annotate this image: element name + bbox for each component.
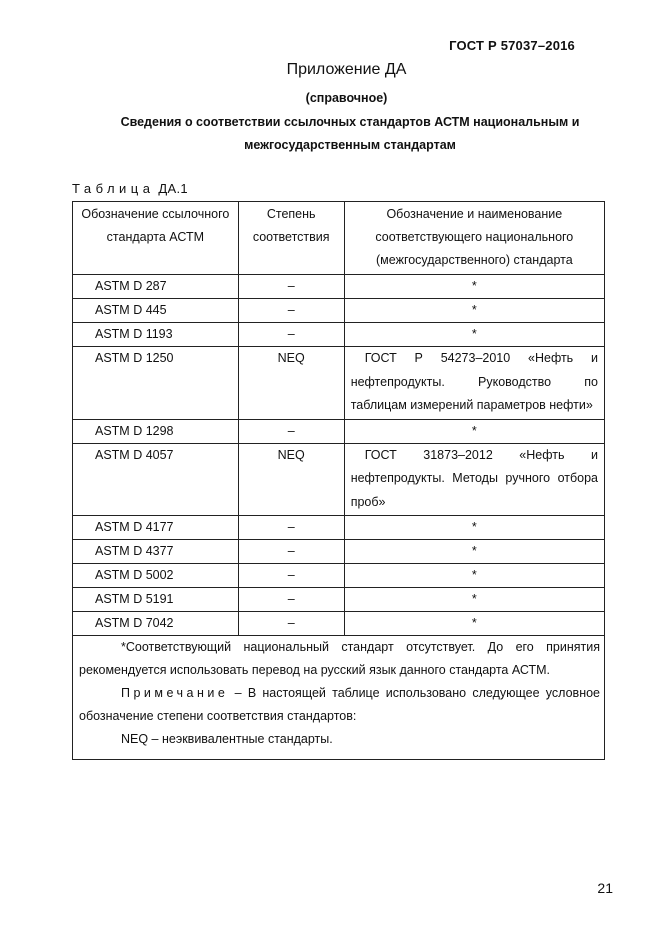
row-code: ASTM D 5002 bbox=[73, 564, 239, 588]
row-code: ASTM D 1298 bbox=[73, 419, 239, 443]
table-caption-prefix: Таблица bbox=[72, 181, 155, 196]
heading-line-2: межгосударственным стандартам bbox=[244, 138, 456, 152]
row-standard: * bbox=[344, 588, 604, 612]
row-code: ASTM D 445 bbox=[73, 299, 239, 323]
table-row bbox=[73, 588, 605, 612]
row-degree: – bbox=[238, 564, 344, 588]
row-code: ASTM D 1193 bbox=[73, 323, 239, 347]
row-standard: * bbox=[344, 612, 604, 636]
table-row bbox=[73, 347, 605, 420]
row-standard: * bbox=[344, 419, 604, 443]
table-notes bbox=[73, 636, 605, 760]
row-code: ASTM D 4377 bbox=[73, 540, 239, 564]
header-astm-designation: Обозначение ссылочного стандарта АСТМ bbox=[73, 202, 239, 275]
row-degree: NEQ bbox=[238, 347, 344, 420]
document-code: ГОСТ Р 57037–2016 bbox=[449, 38, 575, 53]
row-standard-text: ГОСТ Р 54273–2010 «Нефть и нефтепродукты. Руководство по таблицам измерений параметров нефти» bbox=[350, 351, 598, 412]
note-text: – В настоящей таблице использовано следующее условное обозначение степени соответствия стандартов: bbox=[79, 686, 600, 723]
table-row bbox=[73, 516, 605, 540]
row-degree: – bbox=[238, 323, 344, 347]
row-standard: * bbox=[344, 275, 604, 299]
row-standard: * bbox=[344, 323, 604, 347]
appendix-title: Приложение ДА bbox=[286, 61, 407, 78]
row-degree: NEQ bbox=[238, 443, 344, 516]
header-national-standard: Обозначение и наименование соответствующего национального (межгосударственного) стандарта bbox=[344, 202, 604, 275]
table-footnote: *Соответствующий национальный стандарт отсутствует. До его принятия рекомендуется использовать перевод на русский язык данного стандарта АСТМ. bbox=[79, 640, 600, 677]
table-row bbox=[73, 564, 605, 588]
heading-line-1: Сведения о соответствии ссылочных стандартов АСТМ национальным и bbox=[120, 115, 580, 129]
row-standard: * bbox=[344, 540, 604, 564]
row-code: ASTM D 287 bbox=[73, 275, 239, 299]
row-code: ASTM D 4057 bbox=[73, 443, 239, 516]
table-note bbox=[79, 682, 600, 728]
table-row bbox=[73, 443, 605, 516]
neq-definition: NEQ – неэквивалентные стандарты. bbox=[121, 732, 333, 746]
row-degree: – bbox=[238, 419, 344, 443]
row-standard bbox=[344, 443, 604, 516]
row-standard: * bbox=[344, 516, 604, 540]
page-number: 21 bbox=[597, 880, 613, 896]
row-degree: – bbox=[238, 275, 344, 299]
row-standard bbox=[344, 347, 604, 420]
table-row bbox=[73, 419, 605, 443]
row-code: ASTM D 1250 bbox=[73, 347, 239, 420]
table-row bbox=[73, 540, 605, 564]
table-row bbox=[73, 275, 605, 299]
table-caption bbox=[72, 181, 188, 196]
table-row bbox=[73, 612, 605, 636]
appendix-heading bbox=[60, 111, 640, 157]
row-code: ASTM D 4177 bbox=[73, 516, 239, 540]
header-degree: Степень соответствия bbox=[238, 202, 344, 275]
table-notes-row bbox=[73, 636, 605, 760]
row-code: ASTM D 7042 bbox=[73, 612, 239, 636]
row-degree: – bbox=[238, 612, 344, 636]
row-standard-text: ГОСТ 31873–2012 «Нефть и нефтепродукты. Методы ручного отбора проб» bbox=[350, 447, 598, 509]
row-standard: * bbox=[344, 299, 604, 323]
table-row bbox=[73, 299, 605, 323]
appendix-reference: (справочное) bbox=[305, 91, 388, 105]
row-degree: – bbox=[238, 516, 344, 540]
row-standard: * bbox=[344, 564, 604, 588]
row-degree: – bbox=[238, 588, 344, 612]
note-label: Примечание bbox=[121, 686, 229, 700]
row-degree: – bbox=[238, 299, 344, 323]
table-row bbox=[73, 323, 605, 347]
standards-table bbox=[72, 201, 605, 760]
table-caption-number: ДА.1 bbox=[158, 181, 188, 196]
table-header-row bbox=[73, 202, 605, 275]
row-degree: – bbox=[238, 540, 344, 564]
row-code: ASTM D 5191 bbox=[73, 588, 239, 612]
